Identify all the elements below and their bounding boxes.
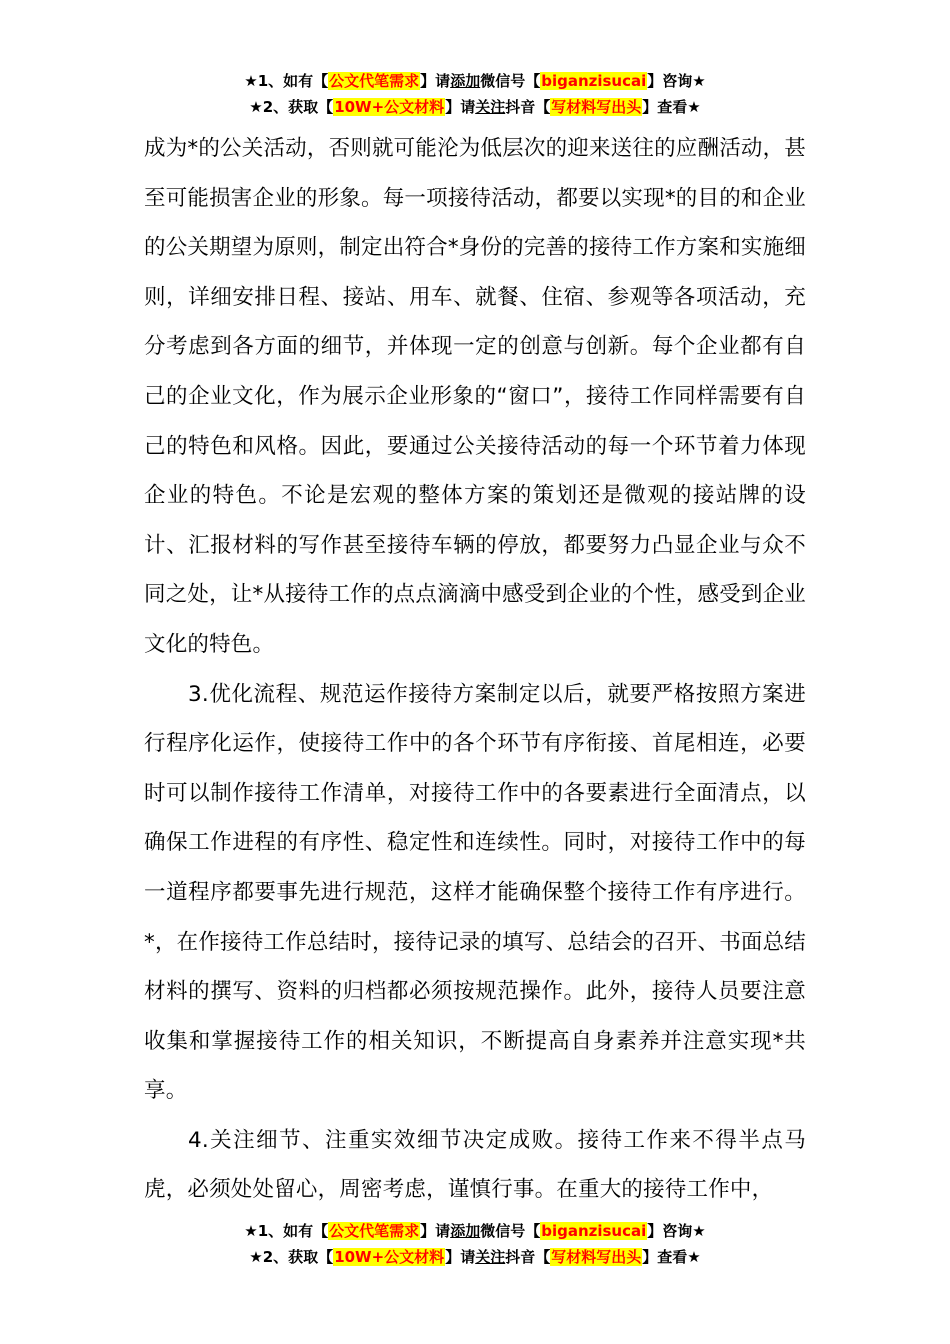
underlined-add: 添加 [450,72,481,90]
banner-text: ★1、如有【 [244,1222,329,1240]
paragraph-1: 成为*的公关活动，否则就可能沦为低层次的迎来送往的应酬活动，甚至可能损害企业的形象。每一项接待活动，都要以实现*的目的和企业的公关期望为原则，制定出符合*身份的完善的接待工作方案和实施细则，详细安排日程、接站、用车、就餐、住宿、参观等各项活动，充分考虑到各方面的细节，并体现一定的创意与创新。每个企业都有自己的企业文化，作为展示企业形象的“窗口”，接待工作同样需要有自己的特色和风格。因此，要通过公关接待活动的每一个环节着力体现企业的特色。不论是宏观的整体方案的策划还是微观的接站牌的设计、汇报材料的写作甚至接待车辆的停放，都要努力凸显企业与众不同之处，让*从接待工作的点点滴滴中感受到企业的个性，感受到企业文化的特色。 [144,136,806,657]
banner-text: 】请 [445,98,476,116]
paragraph-3: 4.关注细节、注重实效细节决定成败。接待工作来不得半点马虎，必须处处留心，周密考虑，谨慎行事。在重大的接待工作中， [144,1127,806,1203]
highlight-wechat-id: biganzisucai [541,72,647,90]
banner-text: 】查看★ [642,1248,701,1266]
banner-text: 微信号【 [480,1222,541,1240]
banner-text: ★2、获取【 [249,98,334,116]
banner-line-1 [0,68,950,94]
banner-text: 】请 [445,1248,476,1266]
highlight-materials: 10W+公文材料 [334,98,445,116]
footer-banner [0,1218,950,1270]
highlight-wechat-id: biganzisucai [541,1222,647,1240]
highlight-douyin-name: 写材料写出头 [551,1248,642,1266]
banner-line-1 [0,1218,950,1244]
paragraph-2: 3.优化流程、规范运作接待方案制定以后，就要严格按照方案进行程序化运作，使接待工作中的各个环节有序衔接、首尾相连，必要时可以制作接待工作清单，对接待工作中的各要素进行全面清点，以确保工作进程的有序性、稳定性和连续性。同时，对接待工作中的每一道程序都要事先进行规范，这样才能确保整个接待工作有序进行。*，在作接待工作总结时，接待记录的填写、总结会的召开、书面总结材料的撰写、资料的归档都必须按规范操作。此外，接待人员要注意收集和掌握接待工作的相关知识，不断提高自身素养并注意实现*共享。 [144,681,806,1104]
banner-text: ★1、如有【 [244,72,329,90]
banner-text: ★2、获取【 [249,1248,334,1266]
document-body [144,124,806,1215]
highlight-materials: 10W+公文材料 [334,1248,445,1266]
header-banner [0,68,950,120]
banner-text: 抖音【 [505,98,551,116]
banner-line-2 [0,1244,950,1270]
highlight-service: 公文代笔需求 [329,72,420,90]
highlight-service: 公文代笔需求 [329,1222,420,1240]
highlight-douyin-name: 写材料写出头 [551,98,642,116]
banner-text: 】请 [420,1222,451,1240]
banner-line-2 [0,94,950,120]
banner-text: 抖音【 [505,1248,551,1266]
underlined-follow: 关注 [475,98,506,116]
banner-text: 】咨询★ [647,72,706,90]
banner-text: 微信号【 [480,72,541,90]
underlined-follow: 关注 [475,1248,506,1266]
banner-text: 】请 [420,72,451,90]
banner-text: 】咨询★ [647,1222,706,1240]
banner-text: 】查看★ [642,98,701,116]
underlined-add: 添加 [450,1222,481,1240]
